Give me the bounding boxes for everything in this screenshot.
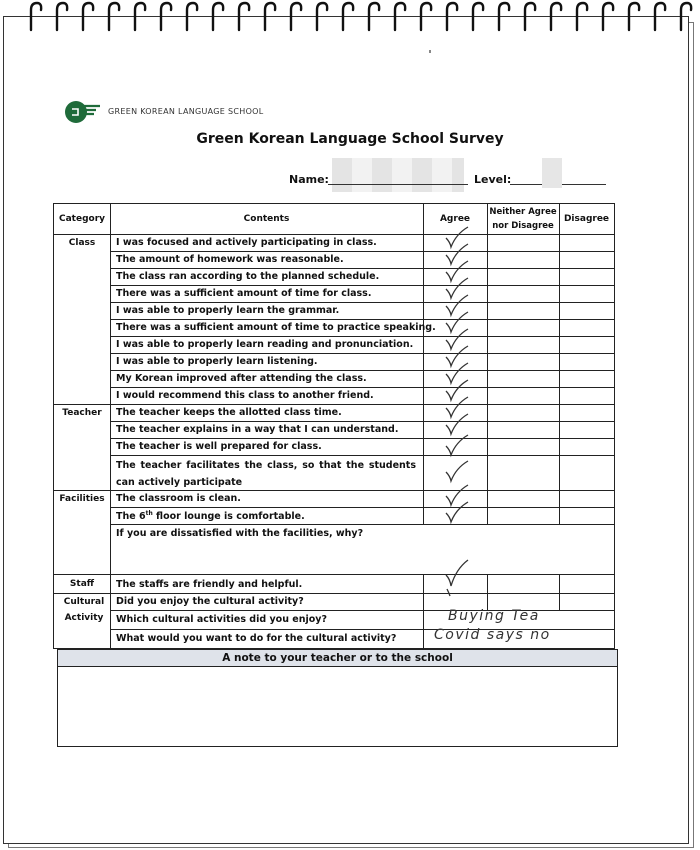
question-row	[116, 510, 305, 522]
check-mark-icon[interactable]	[444, 434, 470, 456]
question-row: The teacher explains in a way that I can understand.	[116, 424, 399, 435]
school-logo	[64, 100, 102, 124]
survey-table	[53, 203, 615, 649]
spiral-binding	[0, 0, 700, 34]
grid-line	[487, 574, 488, 610]
question-row: Which cultural activities did you enjoy?	[116, 614, 327, 625]
grid-line	[487, 204, 488, 524]
question-row: My Korean improved after attending the class.	[116, 373, 367, 384]
grid-line	[559, 204, 560, 524]
level-redaction	[542, 158, 562, 188]
check-mark-icon[interactable]	[444, 501, 470, 523]
category-staff: Staff	[69, 579, 95, 589]
note-header: A note to your teacher or to the school	[57, 649, 618, 667]
question-row: What would you want to do for the cultural activity?	[116, 633, 397, 644]
handwritten-answer[interactable]: Covid says no	[434, 627, 551, 643]
question-row: The classroom is clean.	[116, 493, 241, 504]
header-agree: Agree	[439, 214, 471, 224]
header-contents: Contents	[243, 214, 290, 224]
question-row: I was able to properly learn reading and pronunciation.	[116, 339, 414, 350]
grid-line	[54, 234, 614, 235]
question-text: floor lounge is comfortable.	[152, 511, 305, 523]
question-row: I was able to properly learn the grammar.	[116, 305, 340, 316]
paper-speck	[429, 50, 431, 53]
question-row: The staffs are friendly and helpful.	[116, 579, 303, 590]
category-facilities: Facilities	[59, 494, 105, 504]
question-row: If you are dissatisfied with the facilities, why?	[116, 528, 364, 539]
question-row: The amount of homework was reasonable.	[116, 254, 344, 265]
category-class: Class	[68, 238, 96, 248]
grid-line	[559, 574, 560, 610]
question-row: The teacher is well prepared for class.	[116, 441, 322, 452]
question-row: There was a sufficient amount of time to practice speaking.	[116, 322, 436, 333]
grid-line	[423, 574, 424, 648]
check-mark-icon[interactable]	[444, 559, 470, 587]
note-input-area[interactable]	[57, 667, 618, 747]
category-teacher: Teacher	[62, 408, 102, 418]
check-mark-icon[interactable]	[444, 413, 470, 435]
school-name: GREEN KOREAN LANGUAGE SCHOOL	[108, 107, 264, 116]
ordinal-suffix: th	[145, 510, 153, 517]
question-row: The teacher facilitates the class, so that the students can actively participate	[116, 460, 416, 488]
question-row: The class ran according to the planned schedule.	[116, 271, 380, 282]
header-disagree: Disagree	[563, 214, 610, 224]
question-text: The 6	[116, 511, 146, 523]
page-title: Green Korean Language School Survey	[196, 131, 504, 147]
question-row: I was focused and actively participating in class.	[116, 237, 377, 248]
name-label: Name:	[289, 173, 329, 186]
question-row: There was a sufficient amount of time for class.	[116, 288, 372, 299]
header-neither: Neither Agree nor Disagree	[489, 207, 557, 231]
grid-line	[423, 204, 424, 524]
grid-line	[110, 204, 111, 649]
check-mark-icon[interactable]	[444, 460, 470, 482]
header-category: Category	[58, 214, 105, 224]
name-field[interactable]	[328, 184, 468, 185]
question-row: The teacher keeps the allotted class time.	[116, 407, 342, 418]
category-cultural-activity: Cultural Activity	[63, 597, 105, 623]
name-redaction	[332, 158, 464, 192]
handwritten-answer[interactable]: Buying Tea	[448, 608, 540, 624]
question-row: I was able to properly learn listening.	[116, 356, 318, 367]
question-row: Did you enjoy the cultural activity?	[116, 596, 304, 607]
check-mark-icon[interactable]	[444, 585, 470, 597]
level-label: Level:	[474, 173, 512, 186]
question-row: I would recommend this class to another friend.	[116, 390, 374, 401]
